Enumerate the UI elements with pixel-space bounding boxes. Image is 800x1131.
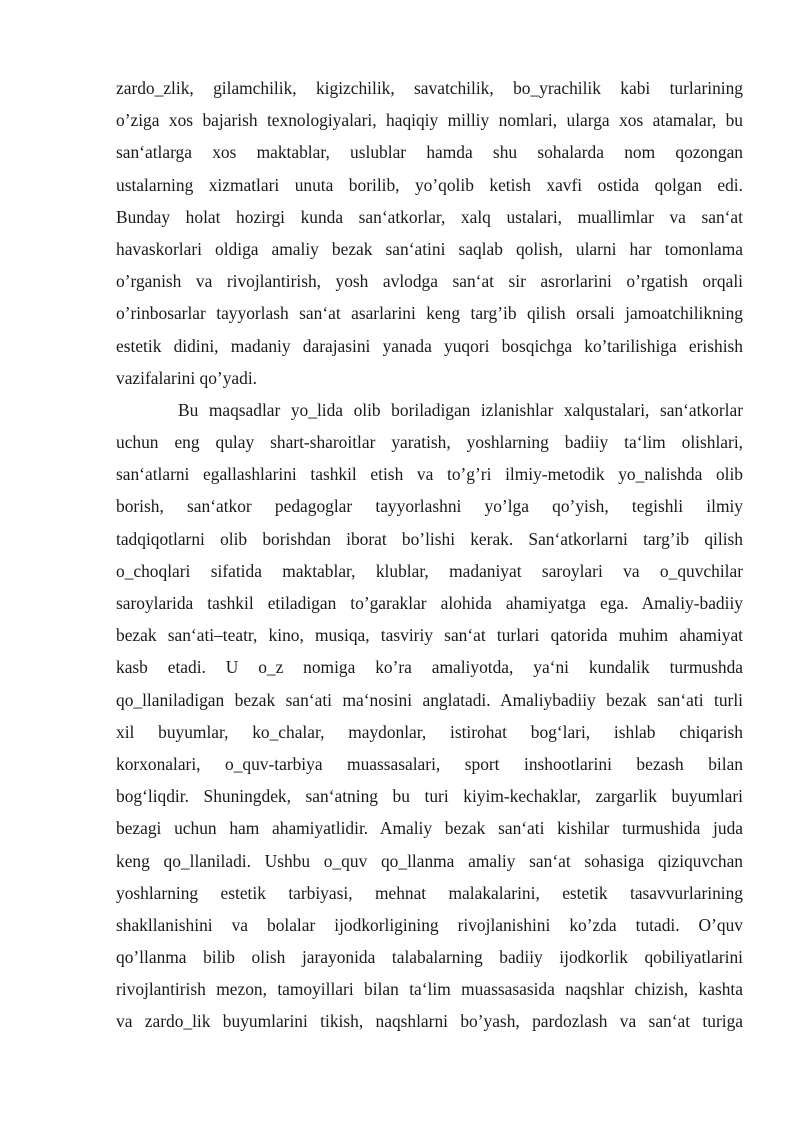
text-line: o_choqlari sifatida maktablar, klublar, madaniyat saroylari va o_quvchilar (116, 560, 743, 581)
text-line: Bunday holat hozirgi kunda san‘atkorlar, xalq ustalari, muallimlar va san‘at (116, 206, 743, 227)
text-line: o’rinbosarlar tayyorlash san‘at asarlarini keng targ’ib qilish orsali jamoatchilikning (116, 303, 743, 324)
text-line: va zardo_lik buyumlarini tikish, naqshlarni bo’yash, pardozlash va san‘at turiga (116, 1011, 743, 1032)
body-text (116, 72, 743, 1038)
text-line: bog‘liqdir. Shuningdek, san‘atning bu turi kiyim-kechaklar, zargarlik buyumlari (116, 786, 743, 807)
text-line: o’rganish va rivojlantirish, yosh avlodga san‘at sir asrorlarini o’rgatish orqali (116, 271, 743, 292)
text-line: san‘atlarga xos maktablar, uslublar hamda shu sohalarda nom qozongan (116, 142, 743, 163)
text-line: qo’llanma bilib olish jarayonida talabalarning badiiy ijodkorlik qobiliyatlarini (116, 947, 743, 968)
text-line: o’ziga xos bajarish texnologiyalari, haqiqiy milliy nomlari, ularga xos atamalar, bu (116, 110, 743, 131)
text-line: keng qo_llaniladi. Ushbu o_quv qo_llanma amaliy san‘at sohasiga qiziquvchan (116, 850, 743, 871)
text-line: kasb etadi. U o_z nomiga ko’ra amaliyotda, ya‘ni kundalik turmushda (116, 657, 743, 678)
text-line: rivojlantirish mezon, tamoyillari bilan ta‘lim muassasasida naqshlar chizish, kashta (116, 979, 743, 1000)
text-line: yoshlarning estetik tarbiyasi, mehnat malakalarini, estetik tasavvurlarining (116, 882, 743, 903)
text-line: borish, san‘atkor pedagoglar tayyorlashni yo’lga qo’yish, tegishli ilmiy (116, 496, 743, 517)
text-line: san‘atlarni egallashlarini tashkil etish va to’g’ri ilmiy-metodik yo_nalishda olib (116, 464, 743, 485)
paragraph-first-line: Bu maqsadlar yo_lida olib boriladigan izlanishlar xalqustalari, san‘atkorlar (178, 399, 743, 420)
text-line: bezak san‘ati–teatr, kino, musiqa, tasviriy san‘at turlari qatorida muhim ahamiyat (116, 625, 743, 646)
text-line: estetik didini, madaniy darajasini yanada yuqori bosqichga ko’tarilishiga erishish (116, 335, 743, 356)
text-line: korxonalari, o_quv-tarbiya muassasalari, sport inshootlarini bezash bilan (116, 753, 743, 774)
text-line: ustalarning xizmatlari unuta borilib, yo’qolib ketish xavfi ostida qolgan edi. (116, 174, 743, 195)
text-line: tadqiqotlarni olib borishdan iborat bo’lishi kerak. San‘atkorlarni targ’ib qilish (116, 528, 743, 549)
text-line: qo_llaniladigan bezak san‘ati ma‘nosini anglatadi. Amaliybadiiy bezak san‘ati turli (116, 689, 743, 710)
text-line: saroylarida tashkil etiladigan to’garaklar alohida ahamiyatga ega. Amaliy-badiiy (116, 593, 743, 613)
paragraph-end-line: vazifalarini qo’yadi. (116, 367, 257, 388)
text-line: bezagi uchun ham ahamiyatlidir. Amaliy bezak san‘ati kishilar turmushida juda (116, 818, 743, 839)
text-line: zardo_zlik, gilamchilik, kigizchilik, savatchilik, bo_yrachilik kabi turlarining (116, 78, 743, 98)
text-line: xil buyumlar, ko_chalar, maydonlar, istirohat bog‘lari, ishlab chiqarish (116, 721, 743, 742)
text-line: shakllanishini va bolalar ijodkorligining rivojlanishini ko’zda tutadi. O’quv (116, 914, 743, 935)
text-line: uchun eng qulay shart-sharoitlar yaratish, yoshlarning badiiy ta‘lim olishlari, (116, 432, 743, 453)
text-line: havaskorlari oldiga amaliy bezak san‘atini saqlab qolish, ularni har tomonlama (116, 238, 743, 259)
